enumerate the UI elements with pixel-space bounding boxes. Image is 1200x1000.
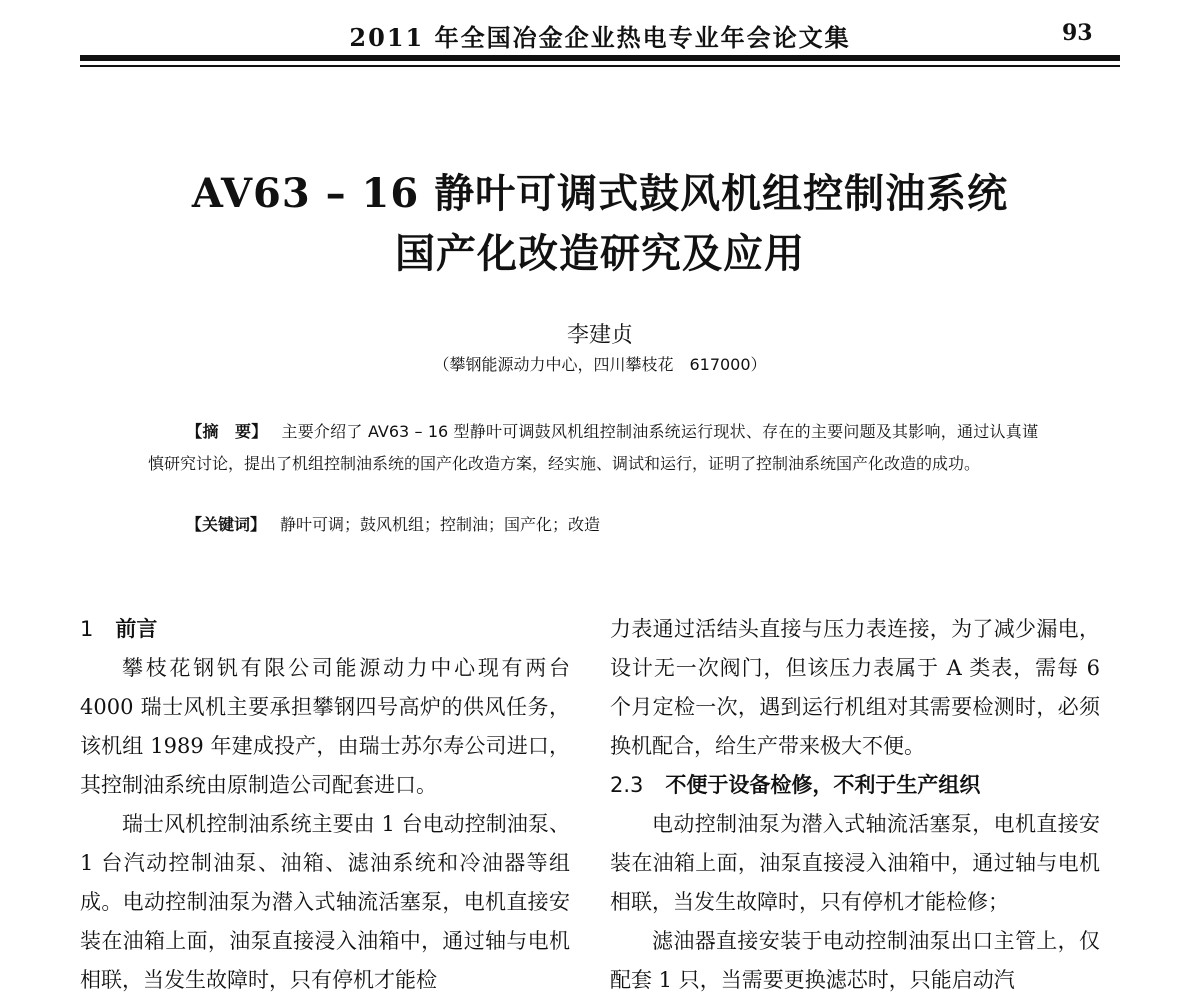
section-number: 2.3 [610, 773, 644, 797]
journal-title: 2011 年全国冶金企业热电专业年会论文集 [349, 23, 851, 52]
paragraph: 瑞士风机控制油系统主要由 1 台电动控制油泵、1 台汽动控制油泵、油箱、滤油系统和冷油器等组成。电动控制油泵为潜入式轴流活塞泵，电机直接安装在油箱上面，油泵直接浸入油箱中，通过轴与电机相联，当发生故障时，只有停机才能检 [80, 812, 570, 992]
paragraph: 滤油器直接安装于电动控制油泵出口主管上，仅配套 1 只，当需要更换滤芯时，只能启动汽 [610, 929, 1100, 992]
author: 李建贞 [566, 323, 633, 348]
right-column [610, 610, 1100, 1000]
abstract-label: 【摘 要】 [186, 422, 268, 441]
page-number: 93 [1062, 20, 1093, 46]
keywords-text: 静叶可调；鼓风机组；控制油；国产化；改造 [280, 515, 601, 534]
section-title: 前言 [115, 617, 158, 641]
abstract [148, 416, 1038, 480]
header-rule-thin [80, 65, 1120, 67]
paragraph: 电动控制油泵为潜入式轴流活塞泵，电机直接安装在油箱上面，油泵直接浸入油箱中，通过轴与电机相联，当发生故障时，只有停机才能检修； [610, 812, 1100, 914]
header-rule-thick [80, 55, 1120, 61]
section-number: 1 [80, 617, 94, 641]
section-title: 不便于设备检修，不利于生产组织 [665, 773, 981, 797]
article-title-line2: 国产化改造研究及应用 [395, 230, 805, 277]
section-heading-1 [80, 610, 570, 649]
paragraph: 攀枝花钢钒有限公司能源动力中心现有两台 4000 瑞士风机主要承担攀钢四号高炉的供风任务，该机组 1989 年建成投产，由瑞士苏尔寿公司进口，其控制油系统由原制造公司配套进口。 [80, 656, 570, 797]
left-column [80, 610, 570, 1000]
affiliation: （攀钢能源动力中心，四川攀枝花 617000） [433, 355, 767, 374]
section-heading-2-3 [610, 766, 1100, 805]
keywords [186, 510, 600, 540]
keywords-label: 【关键词】 [186, 515, 267, 534]
paragraph: 力表通过活结头直接与压力表连接，为了减少漏电，设计无一次阀门，但该压力表属于 A 类表，需每 6 个月定检一次，遇到运行机组对其需要检测时，必须换机配合，给生产带来极大不便。 [610, 617, 1100, 758]
abstract-text: 主要介绍了 AV63 – 16 型静叶可调鼓风机组控制油系统运行现状、存在的主要问题及其影响，通过认真谨慎研究讨论，提出了机组控制油系统的国产化改造方案，经实施、调试和运行，证明了控制油系统国产化改造的成功。 [148, 422, 1038, 473]
article-title-line1: AV63 – 16 静叶可调式鼓风机组控制油系统 [191, 170, 1009, 217]
